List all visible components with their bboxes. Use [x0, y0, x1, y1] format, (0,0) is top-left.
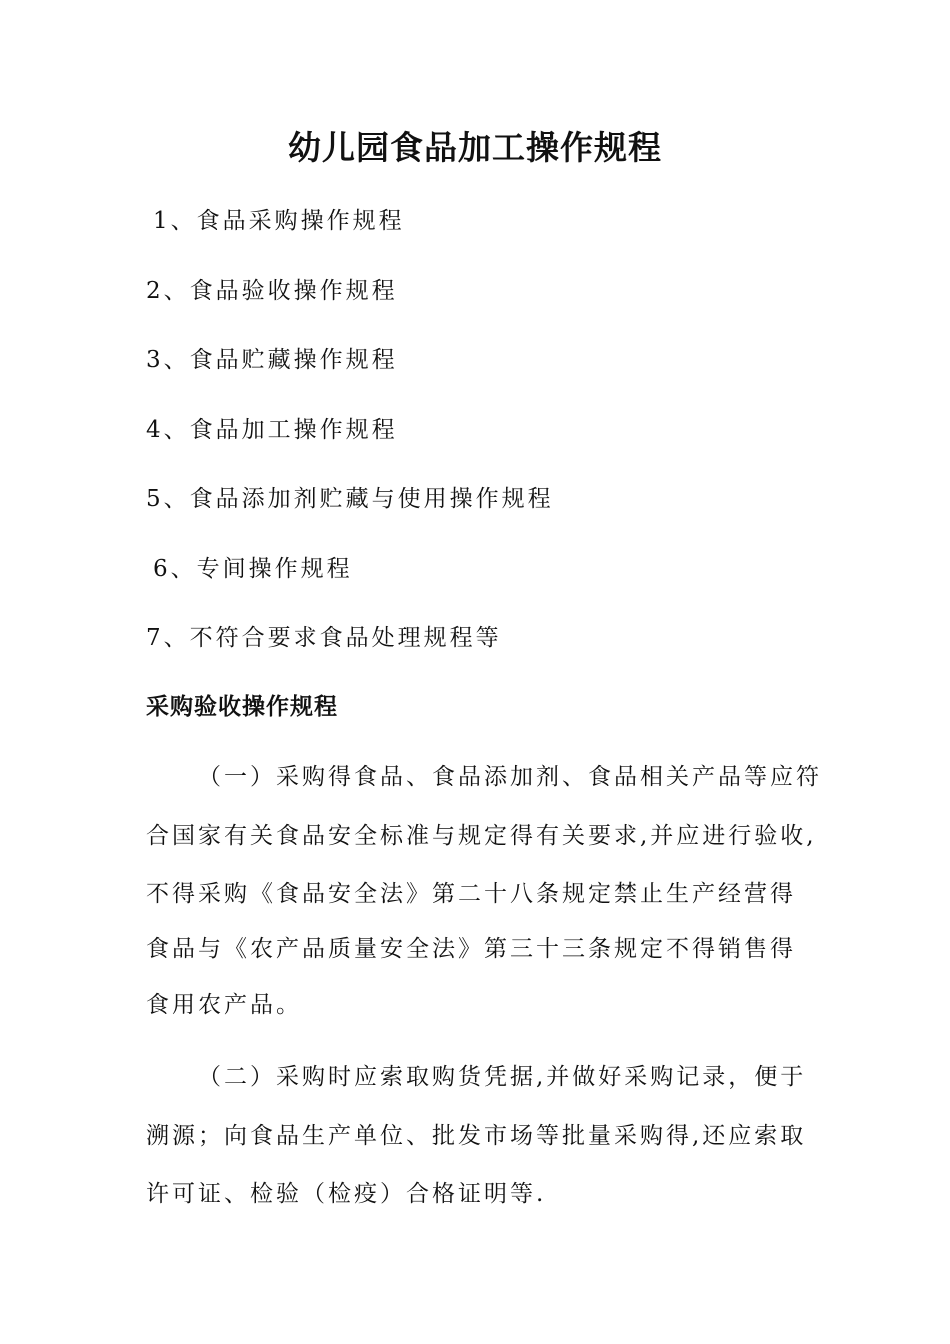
paragraph-line: 溯源；向食品生产单位、批发市场等批量采购得,还应索取	[146, 1123, 807, 1149]
toc-item-1: 1、食品采购操作规程	[153, 208, 405, 234]
paragraph-line: 许可证、检验（检疫）合格证明等.	[146, 1181, 547, 1207]
toc-item-2: 2、食品验收操作规程	[146, 278, 398, 304]
toc-item-6: 6、专间操作规程	[153, 556, 353, 582]
paragraph-line: 食品与《农产品质量安全法》第三十三条规定不得销售得	[146, 936, 796, 962]
paragraph-line: 不得采购《食品安全法》第二十八条规定禁止生产经营得	[146, 881, 796, 907]
document-title: 幼儿园食品加工操作规程	[288, 128, 662, 167]
paragraph-line: （二）采购时应索取购货凭据,并做好采购记录，便于	[198, 1064, 807, 1090]
toc-item-3: 3、食品贮藏操作规程	[146, 347, 398, 373]
paragraph-line: 食用农产品。	[146, 992, 302, 1018]
paragraph-line: 合国家有关食品安全标准与规定得有关要求,并应进行验收,	[146, 823, 817, 849]
paragraph-line: （一）采购得食品、食品添加剂、食品相关产品等应符	[198, 764, 822, 790]
toc-item-5: 5、食品添加剂贮藏与使用操作规程	[146, 486, 554, 512]
section-heading: 采购验收操作规程	[146, 694, 338, 720]
toc-item-4: 4、食品加工操作规程	[146, 417, 398, 443]
toc-item-7: 7、不符合要求食品处理规程等	[146, 625, 502, 651]
